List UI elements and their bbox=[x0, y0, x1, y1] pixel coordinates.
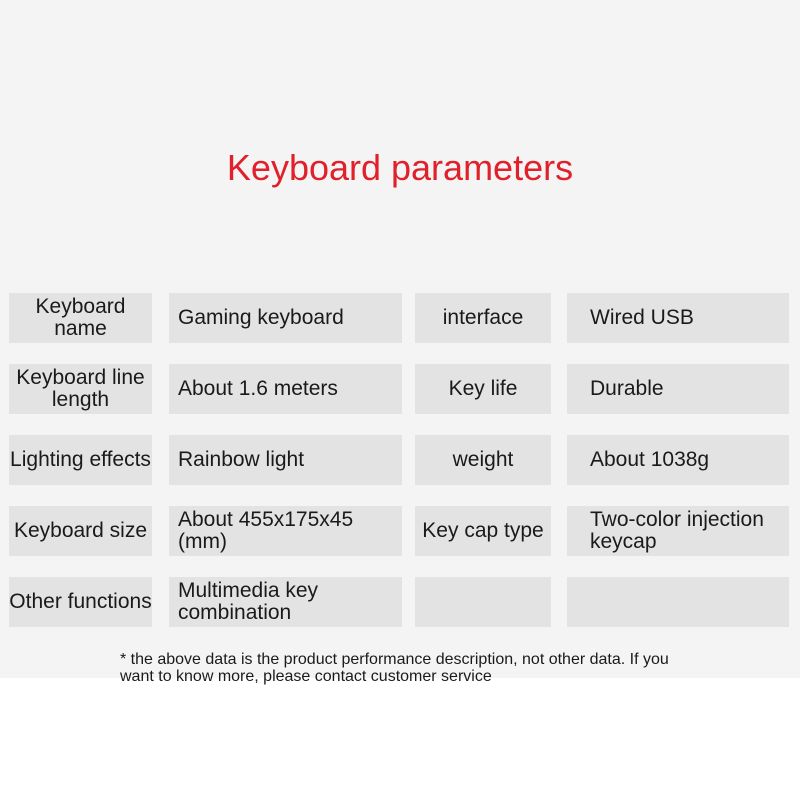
spec-value: Durable bbox=[567, 364, 789, 414]
spec-value-empty bbox=[567, 577, 789, 627]
spec-label: Keyboard size bbox=[9, 506, 152, 556]
spec-value: About 1.6 meters bbox=[169, 364, 402, 414]
spec-value: Gaming keyboard bbox=[169, 293, 402, 343]
spec-label: Other functions bbox=[9, 577, 152, 627]
spec-value: Rainbow light bbox=[169, 435, 402, 485]
spec-value: About 1038g bbox=[567, 435, 789, 485]
spec-label: Key life bbox=[415, 364, 551, 414]
spec-label: Lighting effects bbox=[9, 435, 152, 485]
spec-label: Keyboard name bbox=[9, 293, 152, 343]
page-title: Keyboard parameters bbox=[226, 147, 574, 188]
spec-value: Multimedia key combination bbox=[169, 577, 402, 627]
spec-value: Wired USB bbox=[567, 293, 789, 343]
spec-value: Two-color injection keycap bbox=[567, 506, 789, 556]
spec-value: About 455x175x45 (mm) bbox=[169, 506, 402, 556]
spec-label: Key cap type bbox=[415, 506, 551, 556]
spec-label: weight bbox=[415, 435, 551, 485]
spec-label: interface bbox=[415, 293, 551, 343]
spec-label: Keyboard line length bbox=[9, 364, 152, 414]
disclaimer-note: * the above data is the product performance description, not other data. If you want to know more, please contact customer service bbox=[120, 651, 669, 685]
spec-label-empty bbox=[415, 577, 551, 627]
